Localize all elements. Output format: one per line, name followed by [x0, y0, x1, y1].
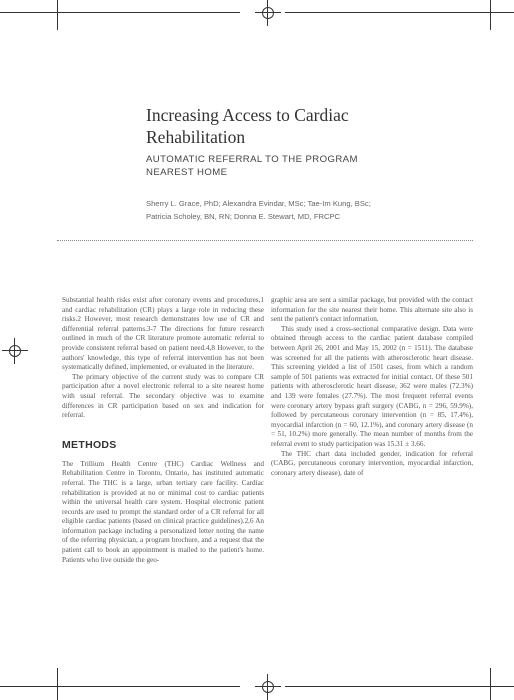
crop-mark [57, 0, 58, 30]
body-paragraph: This study used a cross-sectional comparative design. Data were obtained through access to the cardiac patient database compiled between April 26, 2001 and May 15, 2002 (n = 1511). The database was screened for all the patients with atherosclerotic heart disease. This screening yielded a list of 1501 cases, from which a random sample of 501 patients was extracted for initial contact. Of these 501 patients with atherosclerotic heart disease, 362 were males (72.3%) and 139 were females (27.7%). The most frequent referral events were coronary artery bypass graft surgery (CABG, n = 296, 59.9%), followed by percutaneous coronary intervention (n = 85, 17.4%), myocardial infarction (n = 60, 12.1%), and coronary artery disease (n = 51, 10.2%) more generally. The mean number of months from the referral event to study participation was 15.31 ± 3.66. [271, 324, 473, 448]
author-line: Patricia Scholey, BN, RN; Donna E. Stewart, MD, FRCPC [146, 212, 340, 221]
crop-mark [285, 686, 514, 687]
body-paragraph: The THC chart data included gender, indication for referral (CABG, percutaneous coronary intervention, myocardial infarction, coronary artery disease), date of [271, 449, 473, 477]
registration-mark-icon [261, 680, 275, 694]
author-list [146, 197, 476, 223]
registration-mark-icon [261, 6, 275, 20]
body-paragraph: The Trillium Health Centre (THC) Cardiac Wellness and Rehabilitation Centre in Toronto, Ontario, has instituted automatic referral. The THC is a large, urban tertiary care facility. Cardiac rehabilitation is provided at no or minimal cost to cardiac patients within the universal health care system. Hospital electronic patient records are used to prompt the standard order of a CR referral for all eligible cardiac patients (based on clinical practice guidelines).2,6 An information package including a personalized letter noting the name of the referring physician, a program brochure, and a request that the patient call to book an appointment is mailed to the patient's home. Patients who live outside the geo- [62, 459, 264, 564]
article-title [146, 104, 466, 148]
article-subtitle [146, 153, 466, 179]
dotted-divider [57, 240, 473, 241]
article-subtitle-line: NEAREST HOME [146, 167, 228, 178]
article-subtitle-line: AUTOMATIC REFERRAL TO THE PROGRAM [146, 154, 358, 165]
crop-mark [285, 12, 514, 13]
crop-mark [0, 686, 240, 687]
crop-mark [490, 668, 491, 700]
body-paragraph: The primary objective of the current study was to compare CR participation after a novel electronic referral to a site nearest home with usual referral. The secondary objective was to examine differences in CR participation based on sex and indication for referral. [62, 372, 264, 420]
section-heading: METHODS [62, 438, 117, 451]
body-paragraph: graphic area are sent a similar package, but provided with the contact information for the site nearest their home. This alternate site also is sent the patient's contact information. [271, 296, 473, 324]
body-column-right [271, 296, 473, 478]
article-title-line: Rehabilitation [146, 127, 246, 147]
article-title-line: Increasing Access to Cardiac [146, 105, 349, 125]
crop-mark [490, 0, 491, 30]
crop-mark [0, 12, 240, 13]
author-line: Sherry L. Grace, PhD; Alexandra Evindar, MSc; Tae-Im Kung, BSc; [146, 199, 371, 208]
body-paragraph: Substantial health risks exist after coronary events and procedures,1 and cardiac rehabilitation (CR) plays a large role in reducing these risks.2 However, most research demonstrates low use of CR and differential referral patterns.3-7 The directions for future research outlined in much of the CR literature promote automatic referral to provide consistent referral based on patient need.4,8 However, to the authors' knowledge, this type of referral intervention has not been systematically defined, implemented, or evaluated in the literature. [62, 296, 264, 372]
crop-mark [57, 668, 58, 700]
registration-mark-icon [8, 344, 22, 358]
body-column-left [62, 296, 264, 565]
